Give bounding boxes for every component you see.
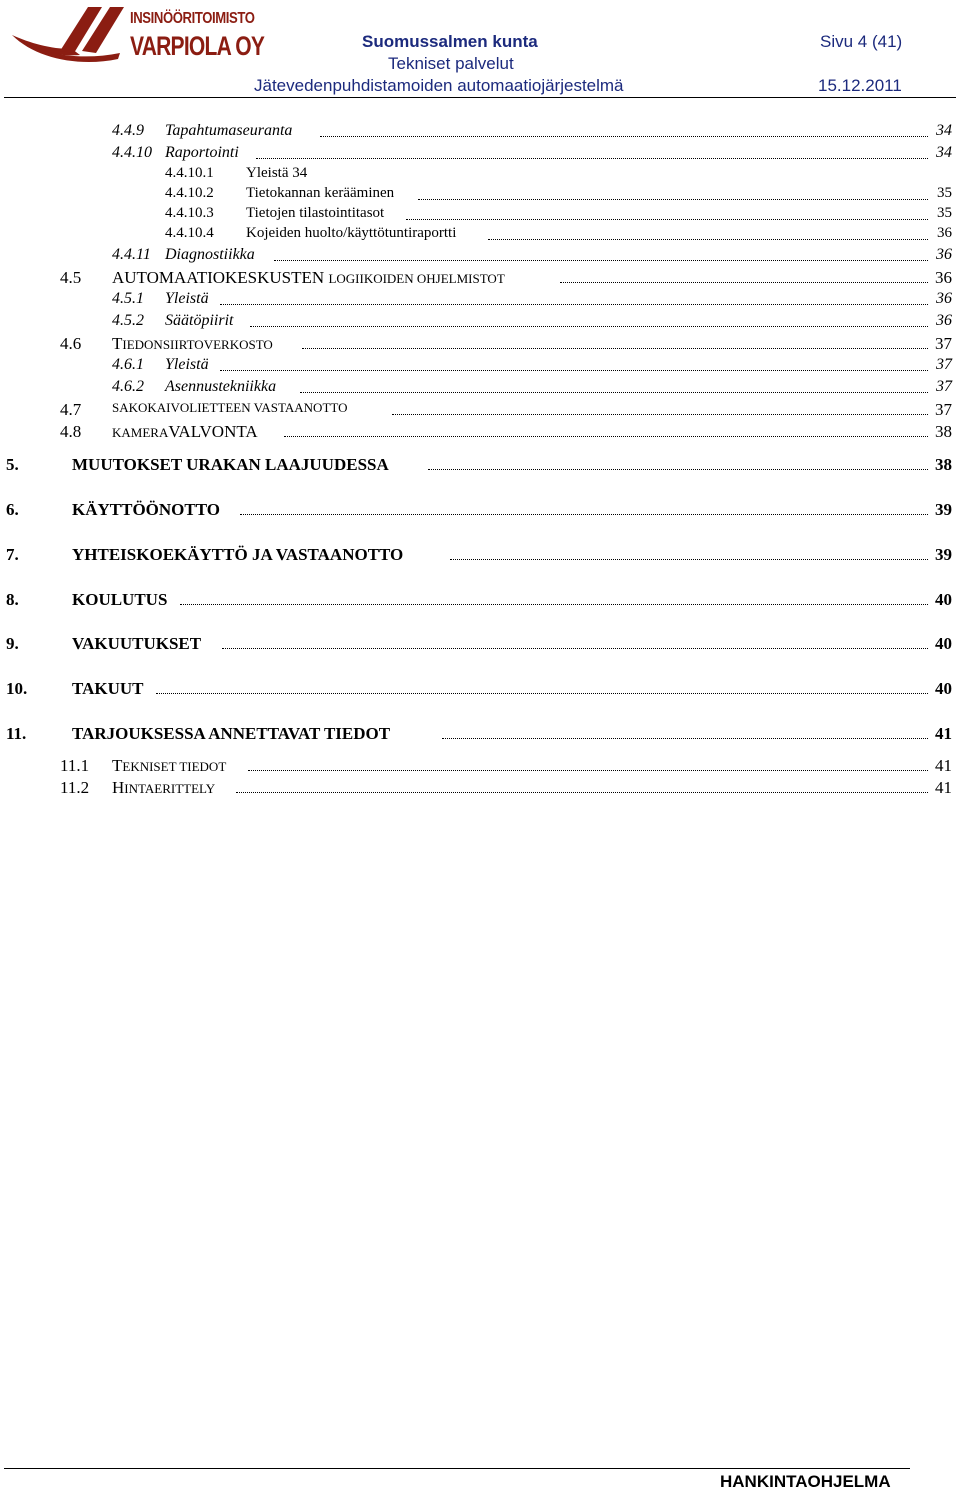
toc-number: 4.4.10.2: [165, 185, 214, 201]
toc-leader: [392, 400, 928, 415]
toc-leader: [418, 185, 928, 200]
toc-number: 4.7: [60, 400, 82, 419]
logo-mark-icon: [10, 5, 130, 65]
header-page-number: Sivu 4 (41): [820, 32, 903, 51]
toc-page: 36: [936, 290, 952, 307]
toc-title: Yleistä 34: [246, 165, 308, 181]
toc-number: 4.4.10.1: [165, 165, 214, 181]
toc-number: 4.4.10.4: [165, 225, 214, 241]
toc-title: Kojeiden huolto/käyttötuntiraportti: [246, 225, 457, 241]
toc-page: 41: [935, 756, 952, 775]
company-logo: [10, 5, 265, 65]
toc-leader: [240, 500, 928, 515]
toc-page: 41: [935, 778, 952, 797]
toc-entry[interactable]: [0, 400, 952, 422]
toc-title-part: T: [112, 756, 123, 775]
toc-title: [112, 756, 226, 776]
toc-leader: [428, 455, 928, 470]
toc-title: [112, 422, 258, 442]
toc-title-part: IEDONSIIRTOVERKOSTO: [122, 337, 273, 352]
toc-page: 40: [935, 634, 952, 653]
toc-page: 39: [935, 500, 952, 519]
toc-title-part: LOGIIKOIDEN OHJELMISTOT: [328, 271, 505, 286]
toc-entry[interactable]: [0, 334, 952, 356]
toc-page: 35: [937, 205, 952, 221]
toc-page: 37: [935, 400, 952, 419]
toc-number: 7.: [6, 545, 19, 564]
toc-title: Tapahtumaseuranta: [165, 122, 293, 139]
toc-page: 34: [936, 144, 952, 161]
toc-entry[interactable]: [0, 679, 952, 701]
toc-page: 37: [936, 378, 952, 395]
toc-number: 4.4.10.3: [165, 205, 214, 221]
toc-title: VAKUUTUKSET: [72, 634, 202, 653]
toc-page: 34: [936, 122, 952, 139]
toc-title-part: INTAERITTELY: [124, 781, 216, 796]
toc-number: 4.8: [60, 422, 82, 441]
toc-entry[interactable]: [0, 205, 952, 227]
toc-entry[interactable]: [0, 356, 952, 378]
toc-title-part: AUTOMAATIOKESKUSTEN: [112, 268, 325, 287]
toc-title: Raportointi: [165, 144, 239, 161]
toc-leader: [250, 312, 928, 327]
toc-title: Tietojen tilastointitasot: [246, 205, 385, 221]
toc-leader: [560, 268, 928, 283]
header-date: 15.12.2011: [818, 76, 902, 95]
toc-leader: [488, 225, 928, 240]
toc-entry[interactable]: [0, 634, 952, 656]
toc-entry[interactable]: [0, 756, 952, 778]
toc-leader: [180, 590, 928, 605]
toc-page: 36: [935, 268, 952, 287]
toc-page: 36: [936, 312, 952, 329]
toc-entry[interactable]: [0, 545, 952, 567]
toc-entry[interactable]: [0, 144, 952, 166]
toc-leader: [220, 290, 928, 305]
toc-number: 4.5.1: [112, 290, 144, 307]
toc-leader: [248, 756, 928, 771]
toc-number: 6.: [6, 500, 19, 519]
toc-title: TAKUUT: [72, 679, 144, 698]
toc-title: YHTEISKOEKÄYTTÖ JA VASTAANOTTO: [72, 545, 404, 564]
toc-page: 38: [935, 422, 952, 441]
toc-page: 38: [935, 455, 952, 474]
logo-line-1: INSINÖÖRITOIMISTO: [130, 10, 255, 27]
logo-line-2: VARPIOLA OY: [130, 31, 265, 61]
toc-title-part: T: [112, 334, 123, 353]
toc-page: 37: [935, 334, 952, 353]
toc-entry[interactable]: [0, 455, 952, 477]
toc-entry[interactable]: [0, 225, 952, 247]
toc-page: 40: [935, 590, 952, 609]
toc-entry[interactable]: [0, 165, 952, 187]
toc-title: KOULUTUS: [72, 590, 168, 609]
toc-title: Yleistä: [165, 356, 209, 373]
toc-entry[interactable]: [0, 378, 952, 400]
toc-page: 35: [937, 185, 952, 201]
toc-title: Diagnostiikka: [165, 246, 255, 263]
toc-entry[interactable]: [0, 268, 952, 290]
toc-entry[interactable]: [0, 246, 952, 268]
toc-title-part: VALVONTA: [168, 422, 258, 441]
toc-leader: [156, 679, 928, 694]
toc-title: Asennustekniikka: [165, 378, 277, 395]
toc-leader: [222, 634, 928, 649]
toc-number: 11.2: [60, 778, 90, 797]
footer-rule: [4, 1468, 910, 1469]
toc-leader: [406, 205, 928, 220]
toc-entry[interactable]: [0, 500, 952, 522]
toc-leader: [442, 724, 928, 739]
toc-leader: [302, 334, 928, 349]
toc-leader: [450, 545, 928, 560]
toc-page: 36: [937, 225, 952, 241]
toc-number: 4.6.1: [112, 356, 144, 373]
toc-leader: [274, 246, 928, 261]
toc-entry[interactable]: [0, 312, 952, 334]
toc-title: SAKOKAIVOLIETTEEN VASTAANOTTO: [112, 400, 348, 415]
toc-entry[interactable]: [0, 185, 952, 207]
toc-entry[interactable]: [0, 122, 952, 144]
toc-entry[interactable]: [0, 724, 952, 746]
toc-number: 11.1: [60, 756, 90, 775]
toc-entry[interactable]: [0, 422, 952, 444]
toc-number: 4.4.9: [112, 122, 144, 139]
toc-entry[interactable]: [0, 590, 952, 612]
toc-number: 11.: [6, 724, 27, 743]
toc-leader: [236, 778, 928, 793]
header-organization: Suomussalmen kunta: [362, 32, 538, 51]
toc-number: 4.5.2: [112, 312, 144, 329]
toc-title-part: KAMERA: [112, 425, 169, 440]
toc-leader: [220, 356, 928, 371]
toc-page: 41: [935, 724, 952, 743]
header-project: Jätevedenpuhdistamoiden automaatiojärjestelmä: [254, 76, 624, 95]
toc-leader: [320, 122, 928, 137]
header-rule: [4, 97, 956, 98]
toc-number: 5.: [6, 455, 19, 474]
toc-number: 9.: [6, 634, 19, 653]
header-department: Tekniset palvelut: [388, 54, 514, 73]
toc-title: KÄYTTÖÖNOTTO: [72, 500, 220, 519]
toc-leader: [284, 422, 928, 437]
toc-title: [112, 268, 505, 288]
toc-leader: [300, 378, 928, 393]
toc-number: 4.6.2: [112, 378, 144, 395]
toc-number: 4.4.10: [112, 144, 152, 161]
toc-page: 36: [936, 246, 952, 263]
toc-entry[interactable]: [0, 778, 952, 800]
toc-number: 8.: [6, 590, 19, 609]
toc-number: 4.4.11: [112, 246, 151, 263]
toc-title: Tietokannan kerääminen: [246, 185, 395, 201]
toc-entry[interactable]: [0, 290, 952, 312]
toc-title: [112, 334, 273, 354]
toc-page: 40: [935, 679, 952, 698]
toc-title: MUUTOKSET URAKAN LAAJUUDESSA: [72, 455, 389, 474]
toc-title: Yleistä: [165, 290, 209, 307]
toc-title-part: H: [112, 778, 125, 797]
toc-number: 4.6: [60, 334, 82, 353]
toc-page: 39: [935, 545, 952, 564]
toc-title-part: EKNISET TIEDOT: [122, 759, 227, 774]
toc-leader: [256, 144, 928, 159]
toc-number: 4.5: [60, 268, 82, 287]
footer-label: HANKINTAOHJELMA: [720, 1472, 891, 1491]
toc-title: Säätöpiirit: [165, 312, 234, 329]
toc-page: 37: [936, 356, 952, 373]
toc-title: TARJOUKSESSA ANNETTAVAT TIEDOT: [72, 724, 391, 743]
toc-number: 10.: [6, 679, 28, 698]
toc-title: [112, 778, 215, 798]
